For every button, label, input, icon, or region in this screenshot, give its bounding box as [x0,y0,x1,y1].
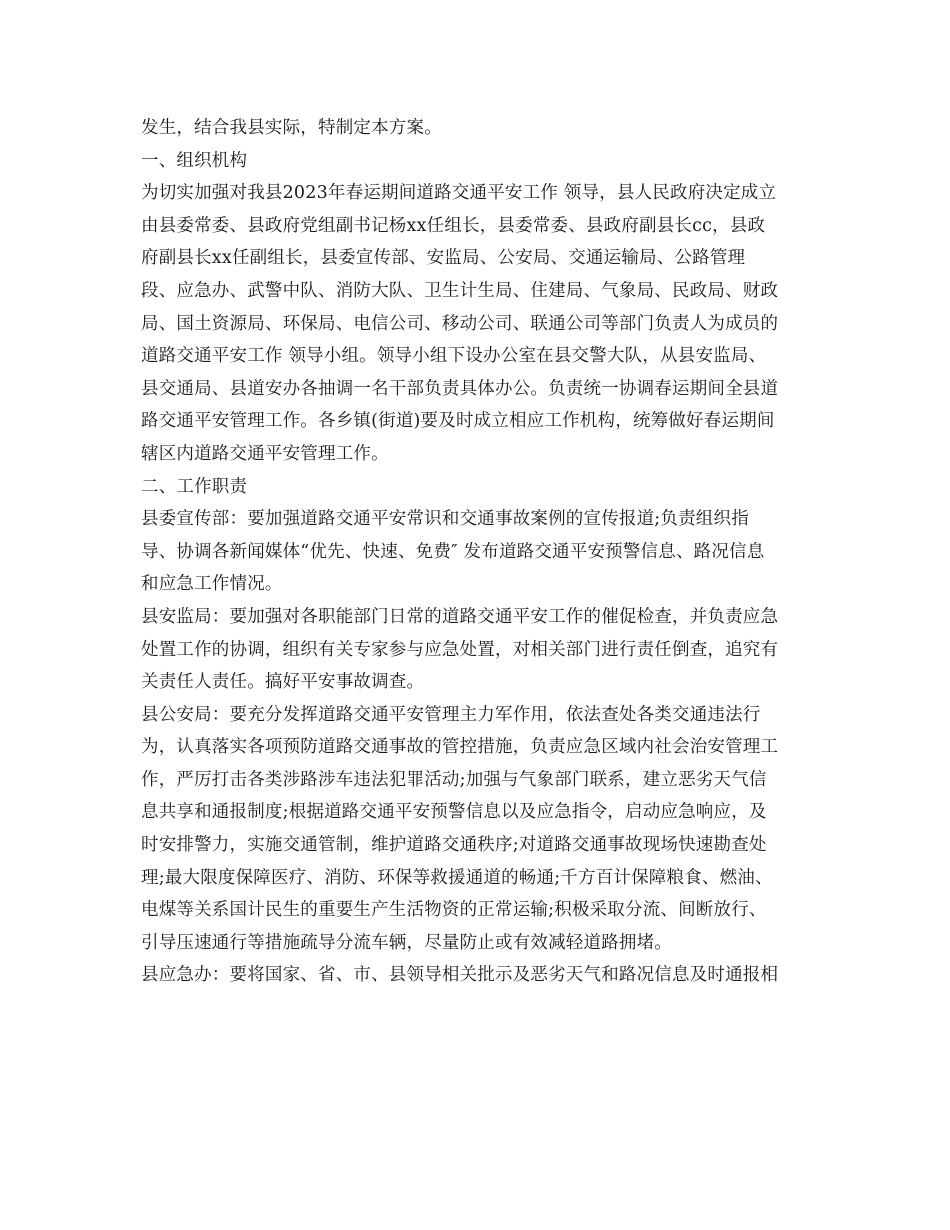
text-line-21: 作，严厉打击各类涉路涉车违法犯罪活动;加强与气象部门联系，建立恶劣天气信 [141,769,767,790]
text-line-10: 路交通平安管理工作。各乡镇(街道)要及时成立相应工作机构，统筹做好春运期间 [141,411,775,432]
text-line-7: 局、国土资源局、环保局、电信公司、移动公司、联通公司等部门负责人为成员的 [141,313,779,334]
text-line-18: 关责任人责任。搞好平安事故调查。 [141,672,425,693]
text-line-17: 处置工作的协调，组织有关专家参与应急处置，对相关部门进行责任倒查，追究有 [141,639,779,660]
text-line-5: 府副县长xx任副组长，县委宣传部、安监局、公安局、交通运输局、公路管理 [141,248,746,269]
text-line-22: 息共享和通报制度;根据道路交通平安预警信息以及应急指令，启动应急响应，及 [141,802,767,823]
text-line-24: 理;最大限度保障医疗、消防、环保等救援通道的畅通;千方百计保障粮食、燃油、 [141,867,773,888]
text-line-16: 县安监局：要加强对各职能部门日常的道路交通平安工作的催促检查，并负责应急 [141,606,779,627]
text-line-1: 发生，结合我县实际，特制定本方案。 [141,118,442,138]
text-line-25: 电煤等关系国计民生的重要生产生活物资的正常运输;积极采取分流、间断放行、 [141,900,767,921]
text-line-15: 和应急工作情况。 [141,574,283,595]
text-line-3: 为切实加强对我县2023年春运期间道路交通平安工作 领导，县人民政府决定成立 [141,183,777,204]
text-line-8: 道路交通平安工作 领导小组。领导小组下设办公室在县交警大队，从县安监局、 [141,346,767,367]
text-line-26: 引导压速通行等措施疏导分流车辆，尽量防止或有效减轻道路拥堵。 [141,932,672,953]
text-line-14: 导、协调各新闻媒体“优先、快速、免费″ 发布道路交通平安预警信息、路况信息 [141,541,765,562]
text-line-11: 辖区内道路交通平安管理工作。 [141,443,389,464]
text-line-19: 县公安局：要充分发挥道路交通平安管理主力军作用，依法查处各类交通违法行 [141,704,761,725]
document-body [141,112,821,992]
text-line-13: 县委宣传部：要加强道路交通平安常识和交通事故案例的宣传报道;负责组织指 [141,509,749,530]
text-line-4: 由县委常委、县政府党组副书记杨xx任组长，县委常委、县政府副县长cc，县政 [141,215,766,236]
text-line-9: 县交通局、县道安办各抽调一名干部负责具体办公。负责统一协调春运期间全县道 [141,378,779,399]
section-heading-organization: 一、组织机构 [141,150,248,171]
text-line-27: 县应急办：要将国家、省、市、县领导相关批示及恶劣天气和路况信息及时通报相 [141,965,779,986]
text-line-23: 时安排警力，实施交通管制，维护道路交通秩序;对道路交通事故现场快速勘查处 [141,835,767,856]
text-line-20: 为，认真落实各项预防道路交通事故的管控措施，负责应急区域内社会治安管理工 [141,737,779,758]
text-line-6: 段、应急办、武警中队、消防大队、卫生计生局、住建局、气象局、民政局、财政 [141,280,779,301]
section-heading-responsibilities: 二、工作职责 [141,476,248,497]
